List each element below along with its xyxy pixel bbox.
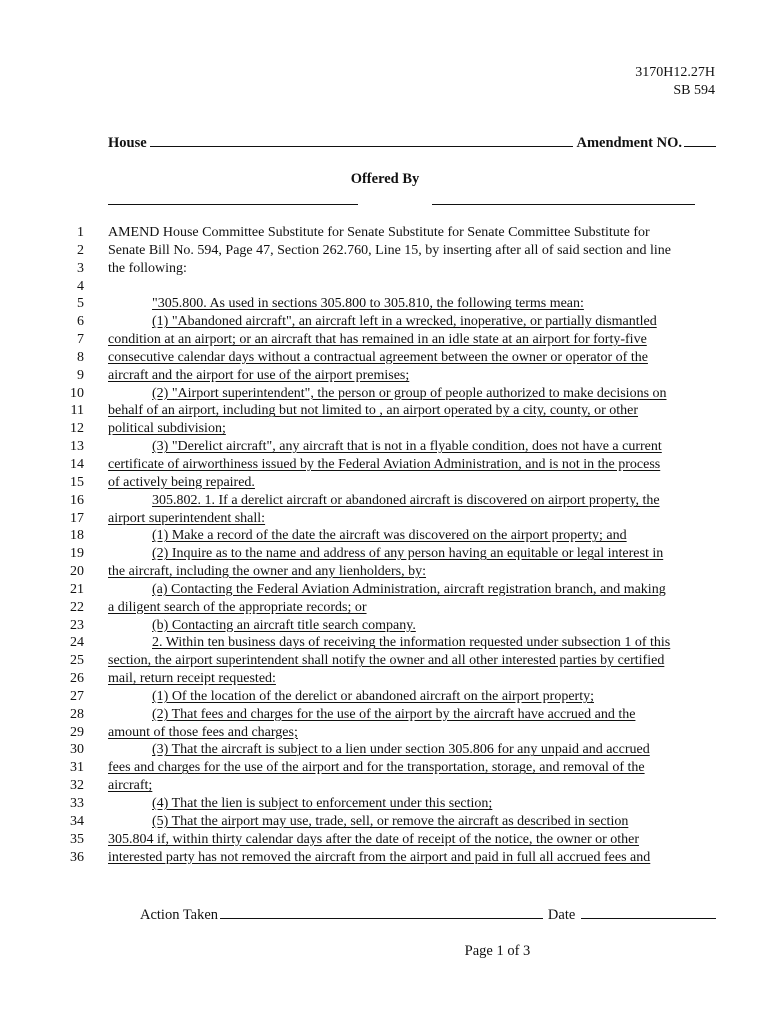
line-number: 35	[70, 831, 84, 847]
house-blank-line	[150, 134, 574, 147]
document-line	[0, 295, 770, 313]
line-number: 9	[77, 367, 84, 383]
document-line	[0, 278, 770, 296]
line-text: Senate Bill No. 594, Page 47, Section 262.760, Line 15, by inserting after all of said section and line	[108, 242, 672, 258]
line-number: 30	[70, 742, 84, 758]
document-line	[0, 813, 770, 831]
document-line	[0, 492, 770, 510]
line-number: 12	[70, 421, 84, 437]
document-line	[0, 260, 770, 278]
amendment-body	[0, 224, 770, 866]
offered-by-signature-line-1	[108, 204, 358, 205]
line-number: 16	[70, 492, 84, 508]
line-text: mail, return receipt requested:	[108, 671, 276, 687]
line-number: 7	[77, 332, 84, 348]
line-number: 5	[77, 296, 84, 312]
line-text: airport superintendent shall:	[108, 510, 266, 526]
line-text: (2) That fees and charges for the use of the airport by the aircraft have accrued and the	[152, 706, 636, 722]
line-text: (b) Contacting an aircraft title search company.	[152, 617, 416, 633]
offered-by-label: Offered By	[350, 171, 420, 187]
line-text: 2. Within ten business days of receiving the information requested under subsection 1 of this	[152, 635, 671, 651]
line-number: 17	[70, 510, 84, 526]
line-number: 4	[77, 278, 84, 294]
document-line	[0, 741, 770, 759]
line-number: 6	[77, 314, 84, 330]
line-text: behalf of an airport, including but not limited to , an airport operated by a city, county, or other	[108, 403, 639, 419]
line-text: (5) That the airport may use, trade, sell, or remove the aircraft as described in section	[152, 813, 629, 829]
line-text: (1) Of the location of the derelict or abandoned aircraft on the airport property;	[152, 688, 594, 704]
line-number: 19	[70, 546, 84, 562]
line-text: section, the airport superintendent shall notify the owner and all other interested parties by certified	[108, 653, 665, 669]
line-text: the aircraft, including the owner and any lienholders, by:	[108, 564, 427, 580]
line-text: (4) That the lien is subject to enforcement under this section;	[152, 796, 493, 811]
line-number: 28	[70, 706, 84, 722]
document-line	[0, 510, 770, 528]
line-text: (3) "Derelict aircraft", any aircraft that is not in a flyable condition, does not have a current	[152, 439, 662, 455]
line-number: 21	[70, 581, 84, 597]
line-text: "305.800. As used in sections 305.800 to 305.810, the following terms mean:	[152, 296, 584, 312]
line-number: 18	[70, 528, 84, 544]
line-number: 33	[70, 796, 84, 811]
line-text: AMEND House Committee Substitute for Senate Substitute for Senate Committee Substitute for	[108, 225, 650, 240]
document-line	[0, 688, 770, 706]
line-number: 8	[77, 349, 84, 365]
line-number: 22	[70, 599, 84, 615]
line-text: the following:	[108, 260, 187, 276]
offered-by-signature-line-2	[432, 204, 695, 205]
document-line	[0, 563, 770, 581]
document-code: 3170H12.27H	[635, 65, 715, 80]
line-number: 20	[70, 564, 84, 580]
document-line	[0, 349, 770, 367]
line-number: 31	[70, 760, 84, 776]
document-line	[0, 706, 770, 724]
line-text: political subdivision;	[108, 421, 226, 437]
line-number: 13	[70, 439, 84, 455]
document-line	[0, 456, 770, 474]
amendment-number-blank	[684, 134, 716, 147]
document-line	[0, 527, 770, 545]
document-line	[0, 670, 770, 688]
line-text: (a) Contacting the Federal Aviation Administration, aircraft registration branch, and making	[152, 581, 666, 597]
document-line	[0, 420, 770, 438]
document-line	[0, 599, 770, 617]
line-number: 27	[70, 688, 84, 704]
line-number: 3	[77, 260, 84, 276]
line-number: 26	[70, 671, 84, 687]
house-label: House	[108, 135, 147, 151]
line-number: 15	[70, 474, 84, 490]
document-line	[0, 617, 770, 635]
action-taken-label: Action Taken	[140, 907, 219, 923]
document-line	[0, 242, 770, 260]
document-line	[0, 474, 770, 492]
document-line	[0, 402, 770, 420]
document-line	[0, 634, 770, 652]
document-line	[0, 724, 770, 742]
line-text: aircraft and the airport for use of the airport premises;	[108, 367, 410, 383]
line-text: 305.804 if, within thirty calendar days after the date of receipt of the notice, the owner or other	[108, 831, 640, 847]
line-text: aircraft;	[108, 778, 153, 794]
action-taken-row	[140, 906, 716, 924]
line-number: 25	[70, 653, 84, 669]
line-text: a diligent search of the appropriate records; or	[108, 599, 367, 615]
line-text: condition at an airport; or an aircraft that has remained in an idle state at an airport for forty-five	[108, 332, 647, 348]
line-number: 23	[70, 617, 84, 633]
line-text: of actively being repaired.	[108, 474, 255, 490]
line-text: consecutive calendar days without a contractual agreement between the owner or operator of the	[108, 349, 648, 365]
action-taken-blank	[220, 906, 543, 919]
line-number: 14	[70, 456, 84, 472]
document-line	[0, 759, 770, 777]
line-number: 36	[70, 849, 84, 865]
document-line	[0, 224, 770, 242]
document-line	[0, 777, 770, 795]
document-line	[0, 849, 770, 867]
title-row	[108, 134, 716, 152]
line-text: (3) That the aircraft is subject to a lien under section 305.806 for any unpaid and accrued	[152, 742, 650, 758]
document-line	[0, 545, 770, 563]
line-text: (2) Inquire as to the name and address of any person having an equitable or legal interest in	[152, 546, 664, 562]
line-number: 32	[70, 778, 84, 794]
document-line	[0, 367, 770, 385]
line-text: 305.802. 1. If a derelict aircraft or abandoned aircraft is discovered on airport property, the	[152, 492, 660, 508]
line-number: 34	[70, 813, 84, 829]
document-line	[0, 313, 770, 331]
document-line	[0, 581, 770, 599]
document-line	[0, 795, 770, 813]
date-blank	[581, 906, 716, 919]
document-line	[0, 331, 770, 349]
page-number: Page 1 of 3	[464, 943, 531, 959]
date-label: Date	[547, 907, 576, 923]
line-text: amount of those fees and charges;	[108, 724, 298, 740]
line-text: (2) "Airport superintendent", the person or group of people authorized to make decisions on	[152, 385, 667, 401]
line-number: 2	[77, 242, 84, 258]
document-line	[0, 831, 770, 849]
document-line	[0, 385, 770, 403]
document-line	[0, 652, 770, 670]
amendment-label: Amendment NO.	[576, 135, 682, 151]
line-number: 11	[70, 403, 84, 419]
line-number: 1	[77, 225, 84, 240]
line-number: 24	[70, 635, 84, 651]
line-text: certificate of airworthiness issued by the Federal Aviation Administration, and is not in the process	[108, 456, 661, 472]
bill-number: SB 594	[673, 83, 715, 98]
line-text: (1) "Abandoned aircraft", an aircraft left in a wrecked, inoperative, or partially dismantled	[152, 314, 657, 330]
line-number: 29	[70, 724, 84, 740]
document-line	[0, 438, 770, 456]
line-number: 10	[70, 385, 84, 401]
line-text: fees and charges for the use of the airport and for the transportation, storage, and removal of the	[108, 760, 645, 776]
line-text: (1) Make a record of the date the aircraft was discovered on the airport property; and	[152, 528, 627, 544]
line-text: interested party has not removed the aircraft from the airport and paid in full all accrued fees and	[108, 849, 651, 865]
